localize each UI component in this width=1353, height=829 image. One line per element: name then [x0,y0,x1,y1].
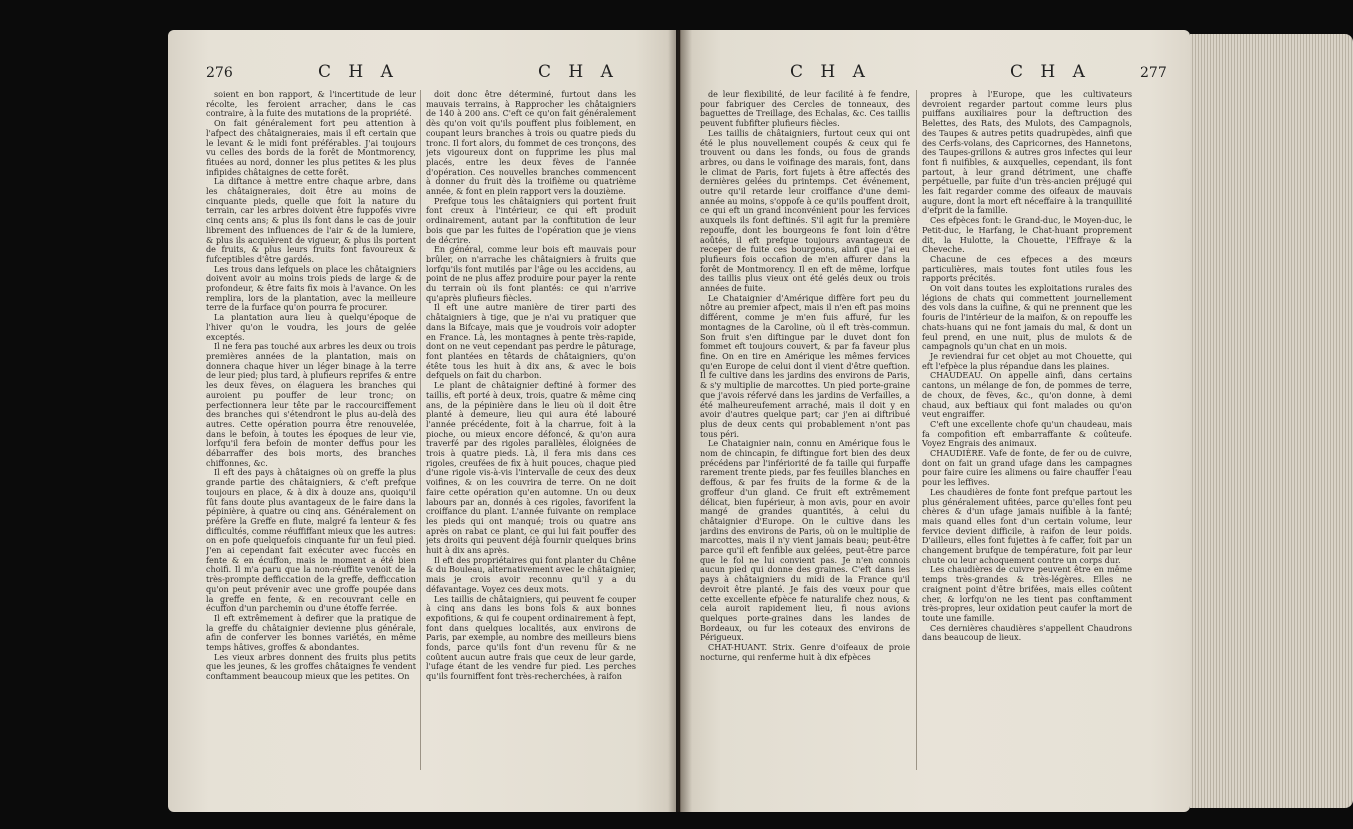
paragraph: Il eft extrêmement à defirer que la pratique de la greffe du châtaignier devienne plus générale, afin de conferver les bonnes variétés, en même temps hâtives, groffes & abondantes. [206,612,416,653]
paragraph: Les taillis de châtaigniers, qui peuvent fe couper à cinq ans dans les bons fols & aux bonnes expofitions, & qui fe coupent ordinairement à fept, font dans quelques localités, aux environs de Paris, par exemple, au nombre des meilleurs biens fonds, parce qu'ils font d'un revenu fûr & ne coûtent aucun autre frais que ceux de leur garde, l'ufage étant de les vendre fur pied. Les perches qu'ils fourniffent font très-recherchées, à raifon [426,593,636,682]
paragraph: Les taillis de châtaigniers, furtout ceux qui ont été le plus nouvellement coupés & ceux qui fe trouvent ou dans les fonds, ou fous de grands arbres, ou dans le voifinage des marais, font, dans le climat de Paris, fort fujets à être affectés des dernières gelées du printemps. Cet événement, outre qu'il retarde leur croiffance d'une demi-année au moins, s'oppofe à ce qu'ils pouffent droit, ce qui eft un grand inconvénient pour les fervices auxquels ils font deftinés. S'il agit fur la première repouffe, dont les bourgeons fe font loin d'être aoûtés, il eft prefque toujours avantageux de receper de fuite ces bourgeons, ainfi que j'ai eu plufieurs fois occafion de m'en affurer dans la forêt de Montmorency. Il en eft de même, lorfque des taillis plus vieux ont été gelés deux ou trois années de fuite. [700,127,910,294]
paragraph: On voit dans toutes les exploitations rurales des légions de chats qui commettent journellement des vols dans la cuifine, & qui ne prennent que les fouris de l'intérieur de la maifon, & on repouffe les chats-huans qui ne font jamais du mal, & dont un feul prend, en une nuit, plus de mulots & de campagnols qu'un chat en un mois. [922,283,1132,352]
paragraph: CHAUDEAU. On appelle ainfi, dans certains cantons, un mélange de fon, de pommes de terre, de choux, de fèves, &c., qu'on donne, à demi chaud, aux beftiaux qui font malades ou qu'on veut engraiffer. [922,370,1132,420]
paragraph: de leur flexibilité, de leur facilité à fe fendre, pour fabriquer des Cercles de tonneaux, des baguettes de Treillage, des Echalas, &c. Ces taillis peuvent fubfifter plufieurs fiècles. [700,90,910,129]
paragraph: CHAT-HUANT. Strix. Genre d'oifeaux de proie nocturne, qui renferme huit à dix efpèces [700,642,910,662]
paragraph: En général, comme leur bois eft mauvais pour brûler, on n'arrache les châtaigniers à fruits que lorfqu'ils font mutilés par l'âge ou les accidens, au point de ne plus affez produire pour payer la rente du terrain où ils font plantés: ce qui n'arrive qu'après plufieurs fiècles. [426,244,636,303]
right-page [680,30,1190,812]
paragraph: CHAUDIÈRE. Vafe de fonte, de fer ou de cuivre, dont on fait un grand ufage dans les campagnes pour faire cuire les alimens ou faire chauffer l'eau pour les leffives. [922,448,1132,488]
left-running-head-2: C H A [538,62,619,82]
right-running-head-2: C H A [1010,62,1091,82]
paragraph: Le plant de châtaignier deftiné à former des taillis, eft porté à deux, trois, quatre & même cinq ans, de la pépinière dans le lieu où il doit être planté à demeure, lieu qui aura été labouré l'année précédente, foit à la charrue, foit à la pioche, ou mieux encore défoncé, & qu'on aura traverfé par des rigoles parallèles, éloignées de trois à quatre pieds. Là, il fera mis dans ces rigoles, creufées de fix à huit pouces, chaque pied d'une rigole vis-à-vis l'intervalle de ceux des deux voifines, & on les couvrira de terre. On ne doit faire cette opération qu'en automne. Un ou deux labours par an, donnés à ces rigoles, favorifent la croiffance du plant. L'année fuivante on remplace les pieds qui ont manqué; trois ou quatre ans après on rabat ce plant, ce qui lui fait pouffer des jets droits qui peuvent déjà fournir quelques brins huit à dix ans après. [426,380,636,556]
paragraph: Les trous dans lefquels on place les châtaigniers doivent avoir au moins trois pieds de large & de profondeur, & être faits fix mois à l'avance. On les remplira, lors de la plantation, avec la meilleure terre de la furface qu'on pourra fe procurer. [206,263,416,313]
open-book [168,30,1353,812]
right-running-head-1: C H A [790,62,871,82]
paragraph: Chacune de ces efpeces a des mœurs particulières, mais toutes font utiles fous les rapports précités. [922,253,1132,284]
paragraph: Il ne fera pas touché aux arbres les deux ou trois premières années de la plantation, mais on donnera chaque hiver un léger binage à la terre de leur pied; plus tard, à plufieurs reprifes & entre les deux fèves, on élaguera les branches qui auroient pu pouffer de leur tronc; on perfectionnera leur tête par le raccourciffement des branches qui s'étendront le plus au-delà des autres. Cette opération pourra être renouvelée, dans le befoin, à toutes les époques de leur vie, lorfqu'il fera befoin de monter deffus pour les débarraffer des bois morts, des branches chiffonnes, &c. [206,341,416,468]
paragraph: On fait généralement fort peu attention à l'afpect des châtaigneraies, mais il eft certain que le levant & le midi font préférables. J'ai toujours vu celles des bords de la forêt de Montmorency, fituées au nord, donner les plus petites & les plus infipides châtaignes de cette forêt. [206,118,416,177]
page-edges [1190,34,1353,808]
right-column-1 [700,90,910,790]
paragraph: C'eft une excellente chofe qu'un chaudeau, mais fa compofition eft embarraffante & coûteufe. Voyez Engrais des animaux. [922,418,1132,449]
paragraph: Il eft des propriétaires qui font planter du Chêne & du Bouleau, alternativement avec le châtaignier, mais je crois avoir reconnu qu'il y a du défavantage. Voyez ces deux mots. [426,554,636,594]
paragraph: Il eft une autre manière de tirer parti des châtaigniers à tige, que je n'ai vu pratiquer que dans la Bifcaye, mais que je voudrois voir adopter en France. Là, les montagnes à pente très-rapide, dont on ne veut cependant pas perdre le pâturage, font plantées en têtards de châtaigniers, qu'on étête tous les huit à dix ans, & avec le bois defquels on fait du charbon. [426,302,636,381]
paragraph: Je reviendrai fur cet objet au mot Chouette, qui eft l'efpèce la plus répandue dans les plaines. [922,350,1132,371]
book-gutter [668,30,692,812]
paragraph: Ces efpèces font: le Grand-duc, le Moyen-duc, le Petit-duc, le Harfang, le Chat-huant proprement dit, la Hulotte, la Chouette, l'Effraye & la Cheveche. [922,215,1132,255]
paragraph: La plantation aura lieu à quelqu'époque de l'hiver qu'on le voudra, les jours de gelée exceptés. [206,312,416,342]
paragraph: Prefque tous les châtaigniers qui portent fruit font creux à l'intérieur, ce qui eft produit ordinairement, autant par la conftitution de leur bois que par les fuites de l'opération que je viens de décrire. [426,195,636,245]
left-column-2 [426,90,636,790]
paragraph: Les chaudières de cuivre peuvent être en même temps très-grandes & très-légères. Elles ne craignent point d'être brifées, mais elles coûtent cher, & lorfqu'on ne les tient pas conftamment très-propres, leur oxidation peut caufer la mort de toute une famille. [922,564,1132,623]
left-page [168,30,676,812]
paragraph: La diftance à mettre entre chaque arbre, dans les châtaigneraies, doit être au moins de cinquante pieds, quelle que foit la nature du terrain, car les arbres doivent être fuppofés vivre cinq cents ans; & plus ils font dans le cas de jouir librement des influences de l'air & de la lumiere, & plus ils acquièrent de vigueur, & plus ils portent de fruits, & plus leurs fruits font favoureux & fufceptibles d'être gardés. [206,176,416,264]
paragraph: Le Chataignier d'Amérique diffère fort peu du nôtre au premier afpect, mais il n'en eft pas moins différent, comme je m'en fuis affuré, fur les montagnes de la Caroline, où il eft très-commun. Son fruit s'en diftingue par le duvet dont fon fommet eft toujours couvert, & par fa faveur plus fine. On en tire en Amérique les mêmes fervices qu'en Europe de celui dont il vient d'être queftion. Il fe cultive dans les jardins des environs de Paris, & s'y multiplie de marcottes. Un pied porte-graine que j'avois réfervé dans les jardins de Verfailles, a été malheureufement arraché, mais il doit y en avoir d'autres quelque part; car j'en ai diftribué plus de deux cents qui probablement n'ont pas tous péri. [700,292,910,439]
left-page-number: 276 [206,65,233,81]
paragraph: doit donc être déterminé, furtout dans les mauvais terrains, à Rapprocher les châtaigniers de 140 à 200 ans. C'eft ce qu'on fait généralement dès qu'on voit qu'ils pouffent plus foiblement, en coupant leurs branches à trois ou quatre pieds du tronc. Il fort alors, du fommet de ces tronçons, des jets vigoureux dont on fupprime les plus mal placés, entre les deux fèves de l'année d'opération. Ces nouvelles branches commencent à donner du fruit dès la troifième ou quatrième année, & font en plein rapport vers la douzième. [426,90,636,197]
paragraph: soient en bon rapport, & l'incertitude de leur récolte, les feroient arracher, dans le cas contraire, à la fuite des mutations de la propriété. [206,90,416,119]
paragraph: Les chaudières de fonte font prefque partout les plus généralement ufitées, parce qu'elles font peu chères & d'un ufage jamais nuifible à la fanté; mais quand elles font d'un certain volume, leur fervice devient difficile, à raifon de leur poids. D'ailleurs, elles font fujettes à fe caffer, foit par un changement brufque de température, foit par leur chute ou leur achoquement contre un corps dur. [922,486,1132,565]
left-column-1 [206,90,416,790]
right-column-2 [922,90,1132,790]
paragraph: Le Chataignier nain, connu en Amérique fous le nom de chincapin, fe diftingue fort bien des deux précédens par l'infériorité de fa taille qui furpaffe rarement trente pieds, par fes feuilles blanches en deffous, & par fes fruits de la forme & de la groffeur d'un gland. Ce fruit eft extrêmement délicat, bien fupérieur, à mon avis, pour en avoir mangé de grandes quantités, à celui du châtaignier d'Europe. On le cultive dans les jardins des environs de Paris, où on le multiplie de marcottes, mais il n'y vient jamais beau; peut-être parce qu'il eft fenfible aux gelées, peut-être parce que le fol ne lui convient pas. Je n'en connois aucun pied qui donne des graines. C'eft dans les pays à châtaigniers du midi de la France qu'il devroit être planté. Je fais des vœux pour que cette excellente efpèce fe naturalife chez nous, & cela auroit rapidement lieu, fi nous avions quelques porte-graines dans les landes de Bordeaux, ou fur les coteaux des environs de Périgueux. [700,438,910,643]
column-rule [916,90,917,770]
left-running-head-1: C H A [318,62,399,82]
column-rule [420,90,421,770]
paragraph: Les vieux arbres donnent des fruits plus petits que les jeunes, & les groffes châtaignes fe vendent conftamment beaucoup mieux que les petites. On [206,651,416,682]
paragraph: Ces dernières chaudières s'appellent Chaudrons dans beaucoup de lieux. [922,622,1132,643]
paragraph: propres à l'Europe, que les cultivateurs devroient regarder partout comme leurs plus puiffans auxiliaires pour la deftruction des Belettes, des Rats, des Mulots, des Campagnols, des Taupes & autres petits quadrupèdes, ainfi que des Cerfs-volans, des Capricornes, des Hannetons, des Taupes-grillons & autres gros infectes qui leur font fi nuifibles, & auxquelles, cependant, ils font partout, à leur grand détriment, une chaffe perpétuelle, par fuite d'un très-ancien préjugé qui les fait regarder comme des oifeaux de mauvais augure, dont la mort eft néceffaire à la tranquillité d'efprit de la famille. [922,90,1132,216]
right-page-number: 277 [1140,65,1167,81]
paragraph: Il eft des pays à châtaignes où on greffe la plus grande partie des châtaigniers, & c'eft prefque toujours en place, & à dix à douze ans, quoiqu'il fût fans doute plus avantageux de le faire dans la pépinière, à quatre ou cinq ans. Généralement on préfère la Greffe en flute, malgré fa lenteur & fes difficultés, comme réuffiffant mieux que les autres: on en pofe quelquefois cinquante fur un feul pied. J'en ai cependant fait exécuter avec fuccès en fente & en écuffon, mais le moment a été bien choifi. Il m'a paru que la non-réuffite venoit de la très-prompte defficcation de la greffe, defficcation qu'on peut prévenir avec une groffe poupée dans la greffe en fente, & en recouvrant celle en écuffon d'un parchemin ou d'une étoffe ferrée. [206,467,416,614]
